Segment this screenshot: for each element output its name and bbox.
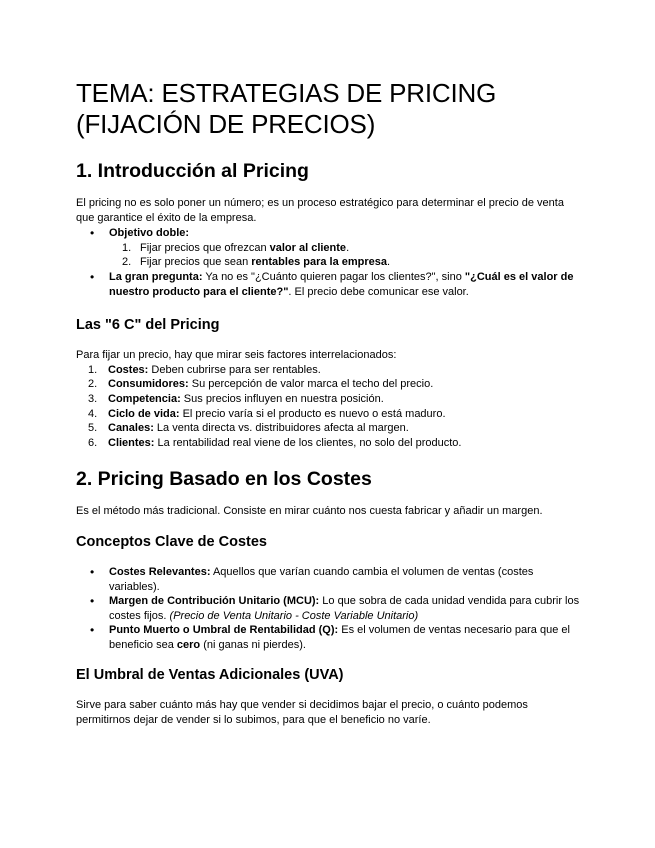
c6-item bbox=[76, 392, 581, 407]
concepto-bold: cero bbox=[176, 638, 201, 651]
concepto-text: Es el volumen de ventas necesario para que el beneficio sea bbox=[109, 624, 570, 651]
document-page bbox=[76, 78, 581, 728]
concepto-text: Aquellos que varían cuando cambia el volumen de ventas (costes variables). bbox=[109, 565, 534, 593]
intro-paragraph: El pricing no es solo poner un número; es un proceso estratégico para determinar el precio de venta que garantice el éxito de la empresa. bbox=[76, 197, 564, 224]
concepto-label: Margen de Contribución Unitario (MCU): bbox=[109, 595, 320, 608]
c6-label: Canales: bbox=[108, 422, 154, 435]
list-number: 3. bbox=[88, 392, 98, 405]
uva-paragraph: Sirve para saber cuánto más hay que vender si decidimos bajar el precio, o cuánto podemos permitirnos dejar de vender si lo subimos, para que el beneficio no varíe. bbox=[76, 699, 528, 727]
item-text: Fijar precios que ofrezcan bbox=[140, 241, 270, 254]
c6-item bbox=[76, 377, 581, 392]
list-number: 2. bbox=[122, 256, 132, 269]
c6-label: Consumidores: bbox=[108, 378, 189, 391]
item-text: Fijar precios que sean bbox=[140, 256, 252, 269]
objetivo-sublist bbox=[76, 241, 581, 270]
item-bold: rentables para la empresa bbox=[251, 256, 388, 269]
list-number: 4. bbox=[88, 407, 98, 420]
concepto-costes-relevantes bbox=[76, 565, 581, 594]
c6-label: Competencia: bbox=[108, 392, 181, 405]
concepto-formula: (Precio de Venta Unitario - Coste Variable Unitario) bbox=[169, 609, 419, 622]
concepto-mcu bbox=[76, 594, 581, 623]
c6-label: Clientes: bbox=[108, 436, 155, 449]
c6-text: El precio varía si el producto es nuevo o está maduro. bbox=[179, 407, 446, 420]
list-number: 6. bbox=[88, 436, 98, 449]
list-number: 5. bbox=[88, 422, 98, 435]
c6-text: Su percepción de valor marca el techo del precio. bbox=[188, 378, 434, 391]
c6-label: Ciclo de vida: bbox=[108, 407, 180, 420]
concepto-post: (ni ganas ni pierdes). bbox=[200, 638, 306, 651]
section-heading-costes: 2. Pricing Basado en los Costes bbox=[76, 468, 372, 491]
item-text: . bbox=[346, 241, 350, 254]
conceptos-list bbox=[76, 565, 581, 653]
section-heading-6c: Las "6 C" del Pricing bbox=[76, 317, 220, 334]
c6-text: La rentabilidad real viene de los clientes, no solo del producto. bbox=[154, 436, 462, 449]
section-heading-conceptos: Conceptos Clave de Costes bbox=[76, 533, 267, 550]
c6-item bbox=[76, 436, 581, 451]
6c-intro: Para fijar un precio, hay que mirar seis factores interrelacionados: bbox=[76, 349, 397, 362]
pregunta-label: La gran pregunta: bbox=[109, 270, 203, 283]
costes-intro: Es el método más tradicional. Consiste en mirar cuánto nos cuesta fabricar y añadir un margen. bbox=[76, 505, 543, 518]
c6-item bbox=[76, 421, 581, 436]
concepto-text: Lo que sobra de cada unidad vendida para cubrir los costes fijos. bbox=[109, 595, 580, 622]
objetivo-item-2 bbox=[76, 255, 581, 270]
list-number: 1. bbox=[88, 363, 98, 376]
objetivo-item-1 bbox=[76, 241, 581, 256]
c6-item bbox=[76, 363, 581, 378]
pregunta-text: Ya no es "¿Cuánto quieren pagar los clientes?", sino bbox=[202, 270, 465, 283]
intro-bullet-list bbox=[76, 226, 581, 299]
concepto-label: Costes Relevantes: bbox=[109, 565, 211, 578]
bullet-gran-pregunta bbox=[76, 270, 581, 299]
item-text: . bbox=[387, 256, 391, 269]
c6-label: Costes: bbox=[108, 363, 149, 376]
bullet-objetivo bbox=[76, 226, 581, 270]
list-number: 2. bbox=[88, 378, 98, 391]
objetivo-label: Objetivo doble: bbox=[109, 227, 190, 240]
section-heading-introduccion: 1. Introducción al Pricing bbox=[76, 160, 309, 182]
c6-text: Sus precios influyen en nuestra posición. bbox=[180, 392, 384, 405]
list-number: 1. bbox=[122, 241, 132, 254]
c6-item bbox=[76, 407, 581, 422]
6c-list bbox=[76, 363, 581, 451]
pregunta-post: . El precio debe comunicar ese valor. bbox=[288, 285, 469, 298]
pregunta-bold: "¿Cuál es el valor de nuestro producto para el cliente?" bbox=[109, 270, 574, 298]
c6-text: Deben cubrirse para ser rentables. bbox=[148, 363, 321, 376]
concepto-label: Punto Muerto o Umbral de Rentabilidad (Q): bbox=[109, 624, 339, 637]
document-title: TEMA: ESTRATEGIAS DE PRICING (FIJACIÓN DE PRECIOS) bbox=[76, 78, 497, 139]
item-bold: valor al cliente bbox=[269, 241, 347, 254]
concepto-punto-muerto bbox=[76, 623, 581, 652]
section-heading-uva: El Umbral de Ventas Adicionales (UVA) bbox=[76, 667, 344, 684]
c6-text: La venta directa vs. distribuidores afecta al margen. bbox=[153, 422, 409, 435]
